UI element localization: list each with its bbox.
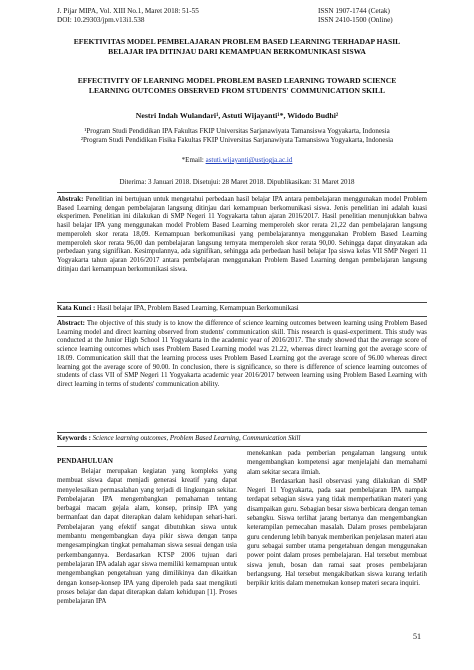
running-header-left (57, 7, 199, 25)
title-english (40, 76, 434, 96)
title-indonesian (40, 37, 434, 57)
divider (57, 446, 427, 447)
issn-print: ISSN 1907-1744 (Cetak) (318, 7, 390, 15)
abstrak-label: Abstrak: (57, 196, 84, 203)
publication-dates: Diterima: 3 Januari 2018. Disetujui: 28 Maret 2018. Dipublikasikan: 31 Maret 2018 (119, 178, 355, 186)
kata-kunci-label: Kata Kunci : (57, 305, 96, 312)
author-list: Nestri Indah Wulandari¹, Astuti Wijayanti¹*, Widodo Budhi² (135, 111, 339, 120)
right-column (247, 449, 427, 588)
kata-kunci-line (57, 305, 427, 312)
keywords-label: Keywords : (57, 435, 91, 442)
section-heading: PENDAHULUAN (57, 457, 113, 465)
title-en-line: LEARNING OUTCOMES OBSERVED FROM STUDENTS' COMMUNICATION SKILL (88, 86, 386, 95)
divider (57, 432, 427, 433)
abstract-label: Abstract: (57, 320, 85, 327)
corresponding-email (40, 156, 434, 164)
affiliation: ²Program Studi Pendidikan Fisika Fakultas FKIP Universitas Sarjanawiyata Tamansiswa Yogyakarta, Indonesia (80, 136, 394, 144)
kata-kunci-text: Hasil belajar IPA, Problem Based Learning, Kemampuan Berkomunikasi (97, 305, 299, 312)
title-id-line: BELAJAR IPA DITINJAU DARI KEMAMPUAN BERKOMUNIKASI SISWA (108, 47, 366, 56)
issn-online: ISSN 2410-1500 (Online) (318, 16, 393, 24)
paragraph: Berdasarkan hasil observasi yang dilakukan di SMP Negeri 11 Yogyakarta, pada saat pembelajaran IPA nampak terdapat sebagian siswa yang tidak memperhatikan materi yang disampaikan guru. Sebagian besar siswa berbicara dengan teman sebangku. Siswa terlihat jarang bertanya dan mengembangkan keterampilan pemecahan masalah. Dalam proses pembelajaran guru cenderung lebih banyak memberikan penjelasan materi atau guru sebagai sumber utama pengetahuan dengan menggunakan power point dalam proses pembelajaran. Hal tersebut membuat siswa jenuh, bosan dan ramai saat proses pembelajaran berlangsung. Hal tersebut mengakibatkan siswa kurang terlatih berpikir kritis dalam menemukan konsep materi secara inquiri. (247, 477, 427, 588)
affiliation: ¹Program Studi Pendidikan IPA Fakultas FKIP Universitas Sarjanawiyata Tamansiswa Yogyakarta, Indonesia (84, 127, 390, 135)
paragraph: menekankan pada pemberian pengalaman langsung untuk mengembangkan kompetensi agar menjelajahi dan memahami alam sekitar secara ilmiah. (247, 450, 427, 476)
abstrak-text: Penelitian ini bertujuan untuk mengetahui perbedaan hasil belajar IPA antara pembelajaran menggunakan model Problem Based Learning dengan pembelajaran langsung ditinjau dari kemampuan berkomunikasi siswa. Jenis penelitian ini adalah kuasi eksperimen. Penelitian ini dilakukan di SMP Negeri 11 Yogyakarta tahun ajaran 2016/2017. Hasil penelitian menunjukkan bahwa hasil belajar IPA yang menggunakan model Problem Based Learning memperoleh skor rerata 21,22 dan pembelajaran langsung memperoleh skor rerata 18,09. Kemampuan berkomunikasi yang pembelajarannya menggunakan Problem Based Learning memperoleh skor rerata 96,00 dan pembelajaran langsung ternyata memperoleh skor rerata 90,00. Sehingga dapat dinyatakan ada perbedaan yang signifikan. Kesimpulannya, ada signifikan, sehingga ada perbedaan hasil belajar Ipa siswa kelas VII SMP Negeri 11 Yogyakarta tahun ajaran 2016/2017 antara pembelajaran menggunakan Problem Based Learning dengan pembelajaran langsung ditinjau dari kemampuan berkomunikasi siswa. (57, 196, 427, 273)
email-link[interactable]: astuti.wijayanti@ustjogja.ac.id (205, 156, 293, 164)
page-number: 51 (413, 632, 421, 641)
running-header-right (318, 7, 393, 25)
title-id-line: EFEKTIVITAS MODEL PEMBELAJARAN PROBLEM BASED LEARNING TERHADAP HASIL (73, 37, 401, 46)
divider (57, 316, 427, 317)
abstract-block (57, 320, 427, 390)
abstract-text: The objective of this study is to know the difference of science learning outcomes between learning using Problem Based Learning model and direct learning observed from students' communication skill. This research is quasi-experiment. This study was conducted at the Junior High School 11 Yogyakarta in the academic year of 2016/2017. The study showed that the average score of science learning outcomes which uses Problem Based Learning model was 21.22, whereas direct learning got the average score of 18.09. Communication skill that the learning process uses Problem Based Learning got the average score of 96.00 whereas direct learning got the average score of 90.00. In conclusion, there is significance, so there is difference of science learning outcomes of students of class VII of SMP Negeri 11 Yogyakarta academic year 2016/2017 between learning using Problem Based Learning with direct learning in terms of students' communication ability. (57, 320, 427, 388)
keywords-line (57, 435, 427, 442)
doi: DOI: 10.29303/jpm.v13i1.538 (57, 16, 145, 24)
left-column (57, 467, 237, 606)
title-en-line: EFFECTIVITY OF LEARNING MODEL PROBLEM BASED LEARNING TOWARD SCIENCE (77, 76, 397, 85)
abstrak-block (57, 196, 427, 274)
email-label: *Email: (181, 156, 204, 164)
keywords-text: Science learning outcomes, Problem Based Learning, Communication Skill (92, 435, 301, 442)
divider (57, 302, 427, 303)
journal-citation: J. Pijar MIPA, Vol. XIII No.1, Maret 2018: 51-55 (57, 7, 199, 15)
divider (57, 192, 427, 193)
affiliations (40, 127, 434, 145)
paragraph: Belajar merupakan kegiatan yang kompleks yang membuat siswa dapat menjadi generasi kreatif yang dapat menyelesaikan permasalahan yang terjadi di lingkungan sekitar. Pembelajaran IPA mengembangkan pemahaman tentang berbagai macam gejala alam, konsep, prinsip IPA yang bermanfaat dan dapat diterapkan dalam kehidupan sehari-hari. Pembelajaran yang efektif sangat dibutuhkan siswa untuk membantu mengembangkan daya pikir siswa dengan tanpa mengesampingkan tingkat pemahaman siswa sesuai dengan usia perkembangannya. Berdasarkan KTSP 2006 tujuan dari pembelajaran IPA adalah agar siswa memiliki kemampuan untuk mengembangkan pengetahuan yang dimilikinya dan dikaitkan dengan konsep-konsep IPA yang diperoleh pada saat mengikuti proses belajar dan dapat diterapkan dalam kehidupan [1]. Proses pembelajaran IPA (57, 468, 237, 606)
